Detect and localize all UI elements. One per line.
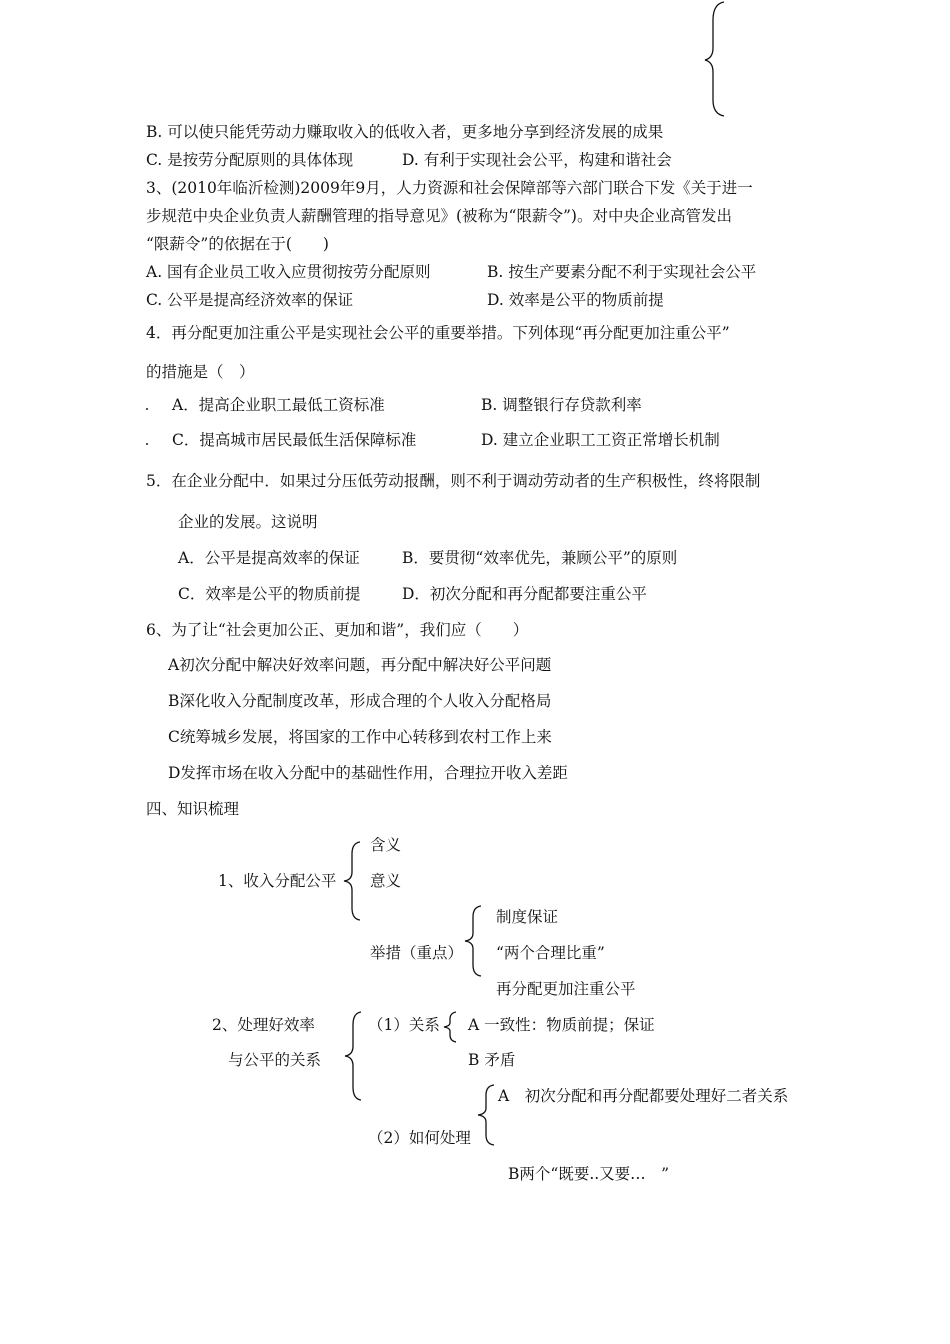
- item1-measure-1: 制度保证: [496, 908, 559, 926]
- q3-option-d: D. 效率是公平的物质前提: [487, 291, 664, 309]
- item2-label-line2: 与公平的关系: [228, 1051, 322, 1069]
- item2-label-line1: 2、处理好效率: [212, 1016, 315, 1034]
- q3-line1: 3、(2010年临沂检测)2009年9月，人力资源和社会保障部等六部门联合下发《关于进一: [146, 179, 753, 197]
- q3-option-b: B. 按生产要素分配不利于实现社会公平: [487, 263, 757, 281]
- item1-meaning: 含义: [370, 836, 402, 854]
- q4-option-b: B. 调整银行存贷款利率: [481, 396, 642, 414]
- q4-option-a: A．提高企业职工最低工资标准: [172, 396, 385, 414]
- item2-relation-b: B 矛盾: [468, 1051, 516, 1069]
- q6-option-a: A初次分配中解决好效率问题，再分配中解决好公平问题: [168, 656, 552, 674]
- q3-option-a: A. 国有企业员工收入应贯彻按劳分配原则: [146, 263, 431, 281]
- item2-how-brace: [474, 1083, 498, 1147]
- q5-line2: 企业的发展。这说明: [178, 513, 318, 531]
- item2-relation-a: A 一致性：物质前提；保证: [468, 1016, 655, 1034]
- item1-measure-2: “两个合理比重”: [496, 944, 605, 962]
- q5-option-c: C．效率是公平的物质前提: [178, 585, 361, 603]
- item1-significance: 意义: [370, 872, 402, 890]
- q6-option-c: C统筹城乡发展，将国家的工作中心转移到农村工作上来: [168, 728, 552, 746]
- list-marker-dot: [146, 408, 148, 410]
- item2-how: （2）如何处理: [368, 1129, 471, 1147]
- section-heading: 四、知识梳理: [146, 800, 240, 818]
- q2-option-b: B. 可以使只能凭劳动力赚取收入的低收入者，更多地分享到经济发展的成果: [146, 123, 664, 141]
- q4-option-c: C．提高城市居民最低生活保障标准: [172, 431, 417, 449]
- q2-option-d: D. 有利于实现社会公平，构建和谐社会: [402, 151, 672, 169]
- item1-measure-3: 再分配更加注重公平: [496, 980, 636, 998]
- q4-line1: 4．再分配更加注重公平是实现社会公平的重要举措。下列体现“再分配更加注重公平”: [146, 324, 730, 342]
- item1-brace: [340, 840, 364, 922]
- item2-relation-brace: [440, 1010, 460, 1044]
- q2-option-c: C. 是按劳分配原则的具体体现: [146, 151, 354, 169]
- list-marker-dot: [146, 443, 148, 445]
- q3-option-c: C. 公平是提高经济效率的保证: [146, 291, 354, 309]
- item2-relation: （1）关系: [368, 1016, 440, 1034]
- item1-measures: 举措（重点）: [370, 944, 464, 962]
- q5-line1: 5．在企业分配中．如果过分压低劳动报酬，则不利于调动劳动者的生产积极性，终将限制: [146, 472, 761, 490]
- item2-how-b: B两个“既要..又要… ”: [508, 1165, 670, 1183]
- q6-option-d: D发挥市场在收入分配中的基础性作用，合理拉开收入差距: [168, 764, 568, 782]
- item1-label: 1、收入分配公平: [218, 872, 337, 890]
- q5-option-a: A．公平是提高效率的保证: [178, 549, 360, 567]
- q5-option-d: D．初次分配和再分配都要注重公平: [402, 585, 647, 603]
- item2-brace: [341, 1010, 365, 1102]
- top-brace: [700, 0, 730, 118]
- q4-option-d: D. 建立企业职工工资正常增长机制: [481, 431, 720, 449]
- item1-measures-brace: [461, 904, 485, 978]
- q6-option-b: B深化收入分配制度改革，形成合理的个人收入分配格局: [168, 692, 552, 710]
- q3-line3: “限薪令”的依据在于( ): [146, 235, 329, 253]
- q4-line2: 的措施是（ ）: [146, 363, 255, 381]
- item2-how-a: A 初次分配和再分配都要处理好二者关系: [498, 1087, 789, 1105]
- q3-line2: 步规范中央企业负责人薪酬管理的指导意见》(被称为“限薪令”)。对中央企业高管发出: [146, 207, 732, 225]
- q6-stem: 6、为了让“社会更加公正、更加和谐”，我们应（ ）: [146, 621, 529, 639]
- q5-option-b: B．要贯彻“效率优先，兼顾公平”的原则: [402, 549, 678, 567]
